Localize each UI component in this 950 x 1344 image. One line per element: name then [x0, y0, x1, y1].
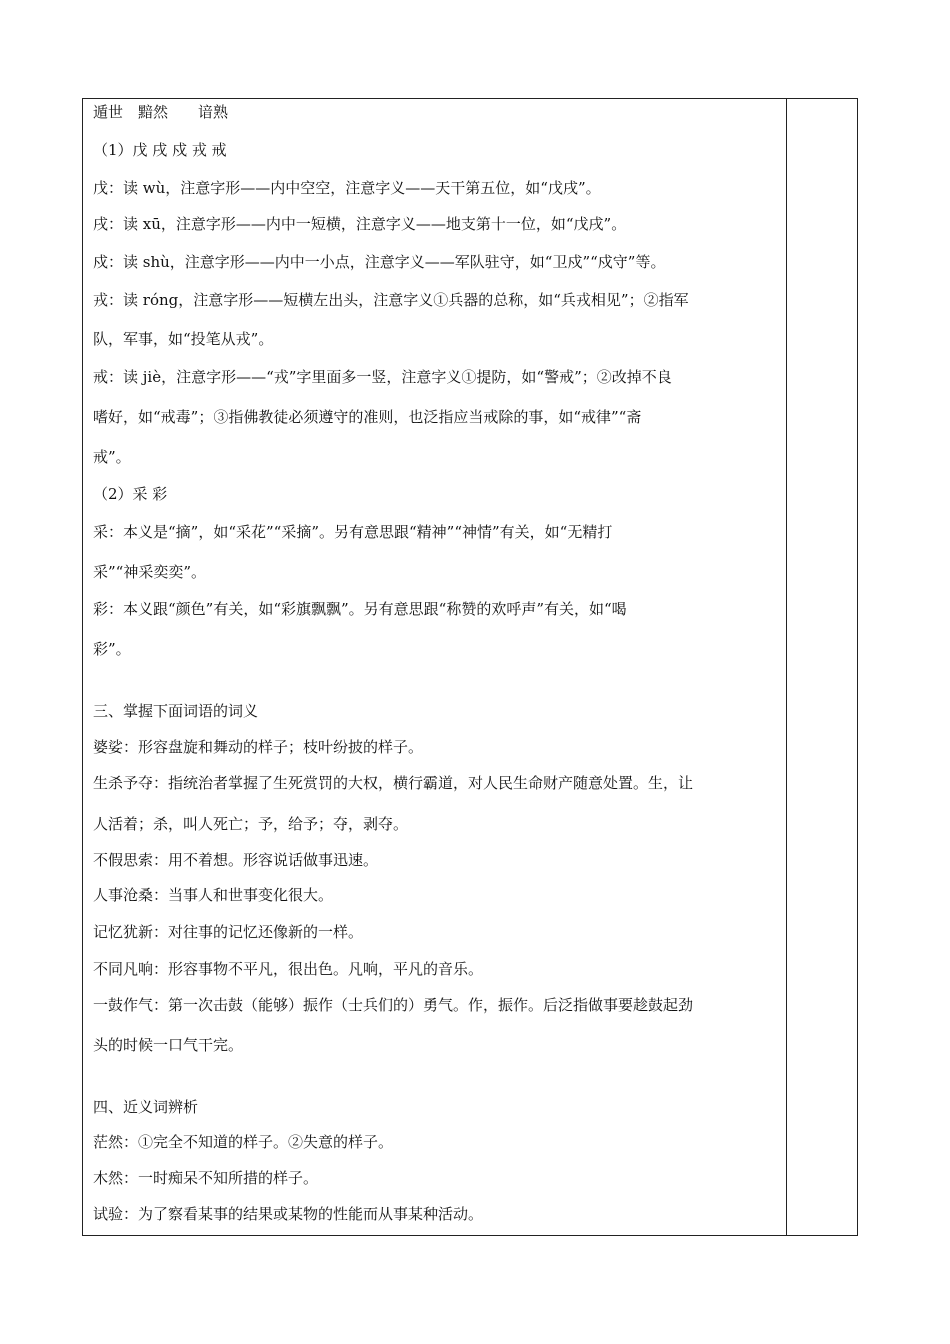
- text-line: 不同凡响：形容事物不平凡，很出色。凡响，平凡的音乐。: [93, 960, 484, 978]
- text-line: 戎：读 róng，注意字形——短横左出头，注意字义①兵器的总称，如“兵戎相见”；②指军: [93, 291, 689, 309]
- text-line: 队，军事，如“投笔从戎”。: [93, 330, 274, 348]
- text-line: 生杀予夺：指统治者掌握了生死赏罚的大权，横行霸道，对人民生命财产随意处置。生，让: [93, 774, 694, 792]
- text-line: 采：本义是“摘”，如“采花”“采摘”。另有意思跟“精神”“神情”有关，如“无精打: [93, 523, 613, 541]
- section-heading: 三、掌握下面词语的词义: [93, 702, 259, 720]
- text-line: 戍：读 shù，注意字形——内中一小点，注意字义——军队驻守，如“卫戍”“戍守”等。: [93, 253, 666, 271]
- table-frame: [82, 98, 858, 1236]
- column-divider: [786, 99, 787, 1235]
- text-line: 彩”。: [93, 640, 131, 658]
- text-line: 一鼓作气：第一次击鼓（能够）振作（士兵们的）勇气。作，振作。后泛指做事要趁鼓起劲: [93, 996, 694, 1014]
- text-line: 戒：读 jiè，注意字形——“戎”字里面多一竖，注意字义①提防，如“警戒”；②改掉不良: [93, 368, 672, 386]
- text-line: 婆娑：形容盘旋和舞动的样子；枝叶纷披的样子。: [93, 738, 424, 756]
- text-line: 采”“神采奕奕”。: [93, 563, 207, 581]
- text-line: 试验：为了察看某事的结果或某物的性能而从事某种活动。: [93, 1205, 484, 1223]
- subheading: （2）采 彩: [93, 485, 168, 503]
- text-line: 戌：读 xū，注意字形——内中一短横，注意字义——地支第十一位，如“戊戌”。: [93, 215, 627, 233]
- text-line: 记忆犹新：对往事的记忆还像新的一样。: [93, 923, 364, 941]
- text-line: 人活着；杀，叫人死亡；予，给予；夺，剥夺。: [93, 815, 409, 833]
- text-line: 彩：本义跟“颜色”有关，如“彩旗飘飘”。另有意思跟“称赞的欢呼声”有关，如“喝: [93, 600, 627, 618]
- text-line: 头的时候一口气干完。: [93, 1036, 244, 1054]
- text-line: 茫然：①完全不知道的样子。②失意的样子。: [93, 1133, 394, 1151]
- subheading: （1）戊 戌 戍 戎 戒: [93, 141, 227, 159]
- text-line: 嗜好，如“戒毒”；③指佛教徒必须遵守的准则，也泛指应当戒除的事，如“戒律”“斋: [93, 408, 642, 426]
- text-line: 木然：一时痴呆不知所措的样子。: [93, 1169, 319, 1187]
- text-line: 戒”。: [93, 448, 131, 466]
- text-line: 不假思索：用不着想。形容说话做事迅速。: [93, 851, 379, 869]
- text-line: 遁世 黯然 谙熟: [93, 103, 229, 121]
- section-heading: 四、近义词辨析: [93, 1098, 199, 1116]
- text-line: 戊：读 wù，注意字形——内中空空，注意字义——天干第五位，如“戊戌”。: [93, 179, 601, 197]
- text-line: 人事沧桑：当事人和世事变化很大。: [93, 886, 334, 904]
